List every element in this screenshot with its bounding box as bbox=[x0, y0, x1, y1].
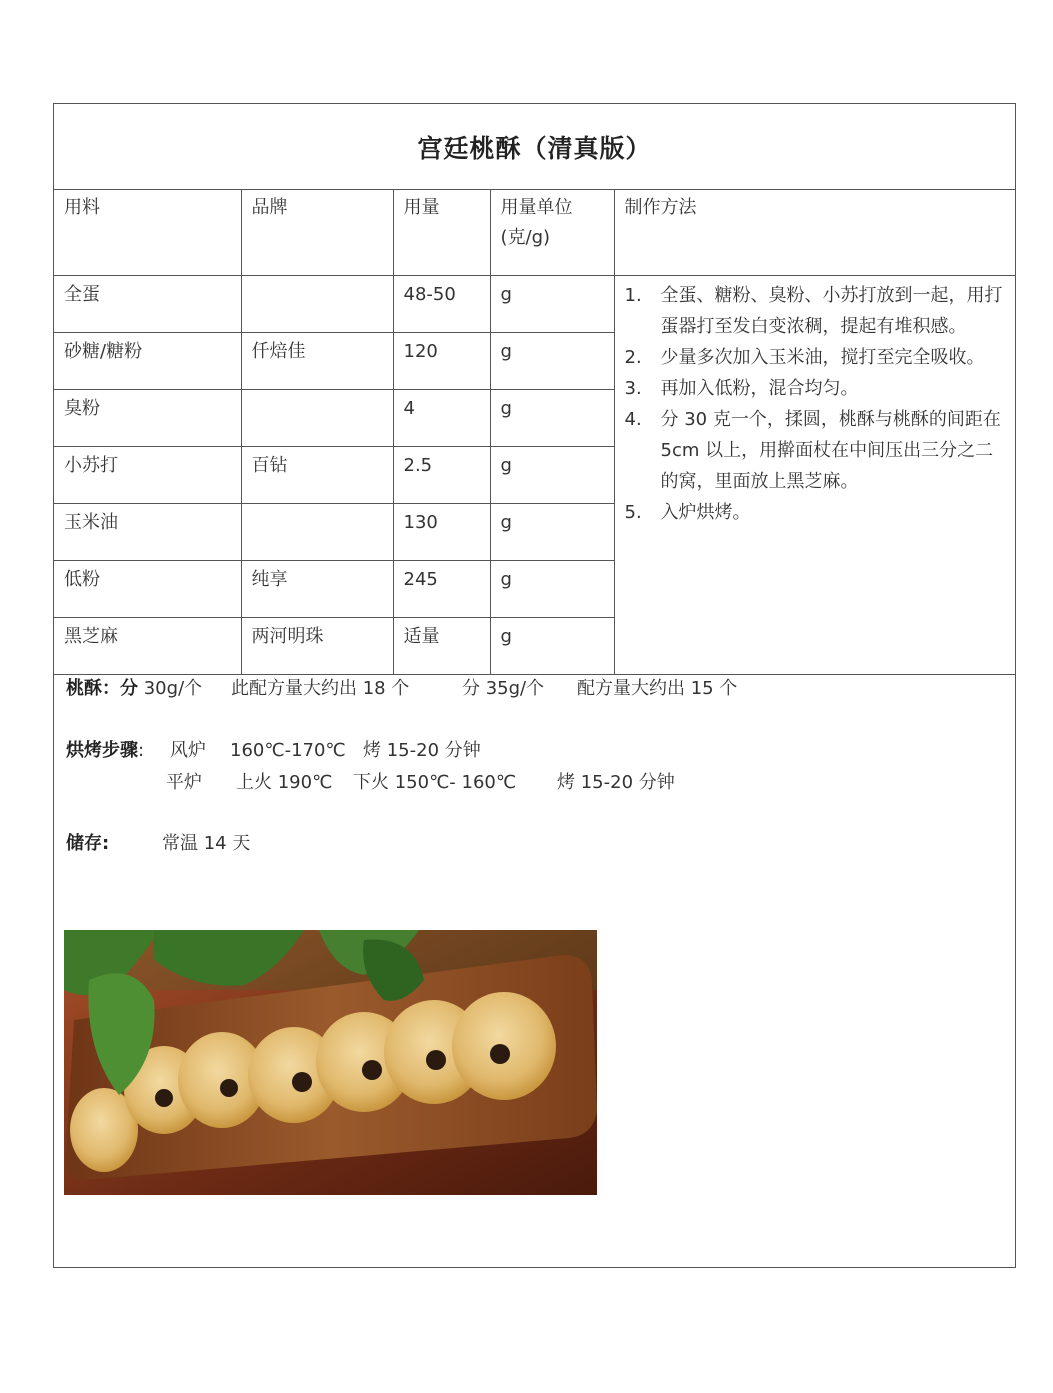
oven2-bottom-heat: 下火 150℃- 160℃ bbox=[353, 772, 517, 793]
cell-unit: g bbox=[490, 446, 614, 503]
yield-30g-count: 此配方量大约出 18 个 bbox=[231, 678, 410, 699]
cell-unit: g bbox=[490, 332, 614, 389]
step-number: 3. bbox=[624, 377, 642, 399]
cell-ingredient: 黑芝麻 bbox=[54, 617, 241, 674]
oven1-temp: 160℃-170℃ bbox=[230, 740, 346, 761]
cell-ingredient: 低粉 bbox=[54, 560, 241, 617]
method-step bbox=[625, 280, 1008, 342]
step-text: 分 30 克一个，揉圆，桃酥与桃酥的间距在 5cm 以上，用擀面杖在中间压出三分之二的窝，里面放上黑芝麻。 bbox=[660, 408, 1001, 492]
header-amount: 用量 bbox=[393, 189, 490, 275]
cell-amount: 120 bbox=[393, 332, 490, 389]
cell-ingredient: 臭粉 bbox=[54, 389, 241, 446]
sesame-topping bbox=[490, 1044, 510, 1064]
cell-brand bbox=[241, 389, 393, 446]
method-step bbox=[625, 342, 1008, 373]
cell-ingredient: 砂糖/糖粉 bbox=[54, 332, 241, 389]
cell-unit: g bbox=[490, 617, 614, 674]
cell-unit: g bbox=[490, 503, 614, 560]
yield-label: 桃酥：分 bbox=[66, 678, 138, 699]
cell-amount: 245 bbox=[393, 560, 490, 617]
cell-brand: 纯享 bbox=[241, 560, 393, 617]
title-row bbox=[54, 104, 1015, 190]
header-method: 制作方法 bbox=[614, 189, 1015, 275]
yield-35g: 分 35g/个 bbox=[462, 678, 545, 699]
table-header-row bbox=[54, 189, 1015, 275]
page-title: 宫廷桃酥（清真版） bbox=[417, 133, 652, 163]
header-unit bbox=[490, 189, 614, 275]
table-row bbox=[54, 275, 1015, 332]
step-number: 4. bbox=[624, 408, 642, 430]
header-unit-line1: 用量单位 bbox=[500, 197, 573, 218]
method-cell bbox=[614, 275, 1015, 674]
header-ingredient: 用料 bbox=[54, 189, 241, 275]
cell-unit: g bbox=[490, 389, 614, 446]
cell-unit: g bbox=[490, 560, 614, 617]
step-text: 入炉烘烤。 bbox=[660, 501, 751, 523]
sesame-topping bbox=[292, 1072, 312, 1092]
cell-ingredient: 玉米油 bbox=[54, 503, 241, 560]
step-text: 全蛋、糖粉、臭粉、小苏打放到一起，用打蛋器打至发白变浓稠，提起有堆积感。 bbox=[660, 284, 1003, 337]
sesame-topping bbox=[155, 1089, 173, 1107]
yield-30g: 30g/个 bbox=[143, 678, 203, 699]
storage-label-wrap bbox=[66, 829, 109, 859]
yield-line bbox=[66, 674, 202, 704]
method-list bbox=[625, 280, 1008, 528]
method-step bbox=[625, 373, 1008, 404]
sesame-topping bbox=[220, 1079, 238, 1097]
ingredient-table bbox=[54, 189, 1015, 675]
bake-heading bbox=[66, 736, 144, 766]
cell-ingredient: 小苏打 bbox=[54, 446, 241, 503]
cell-ingredient: 全蛋 bbox=[54, 275, 241, 332]
header-brand: 品牌 bbox=[241, 189, 393, 275]
cell-amount: 2.5 bbox=[393, 446, 490, 503]
oven2-name: 平炉 bbox=[166, 772, 202, 793]
cell-unit: g bbox=[490, 275, 614, 332]
storage-label: 储存: bbox=[66, 833, 110, 854]
oven1-name: 风炉 bbox=[170, 740, 206, 761]
oven2-time: 烤 15-20 分钟 bbox=[557, 772, 675, 793]
method-step bbox=[625, 404, 1008, 497]
cell-amount: 适量 bbox=[393, 617, 490, 674]
step-text: 再加入低粉，混合均匀。 bbox=[660, 377, 859, 399]
cell-brand bbox=[241, 275, 393, 332]
recipe-sheet bbox=[53, 103, 1016, 1268]
cell-brand: 两河明珠 bbox=[241, 617, 393, 674]
cell-brand: 仟焙佳 bbox=[241, 332, 393, 389]
taosu-photo-illustration bbox=[64, 930, 597, 1195]
oven1-time: 烤 15-20 分钟 bbox=[363, 740, 481, 761]
step-number: 1. bbox=[624, 284, 642, 306]
sesame-topping bbox=[362, 1060, 382, 1080]
oven2-top-heat: 上火 190℃ bbox=[236, 772, 333, 793]
cell-amount: 48-50 bbox=[393, 275, 490, 332]
storage-value: 常温 14 天 bbox=[162, 833, 251, 854]
method-step bbox=[625, 497, 1008, 528]
bake-label: 烘烤步骤 bbox=[66, 740, 138, 761]
sesame-topping bbox=[426, 1050, 446, 1070]
taosu-photo bbox=[64, 930, 597, 1195]
cell-brand: 百钻 bbox=[241, 446, 393, 503]
step-text: 少量多次加入玉米油，搅打至完全吸收。 bbox=[660, 346, 985, 368]
bake-colon: : bbox=[138, 740, 145, 761]
header-unit-line2: (克/g) bbox=[500, 227, 551, 248]
step-number: 5. bbox=[624, 501, 642, 523]
cell-amount: 130 bbox=[393, 503, 490, 560]
step-number: 2. bbox=[624, 346, 642, 368]
yield-35g-count: 配方量大约出 15 个 bbox=[577, 678, 738, 699]
cell-brand bbox=[241, 503, 393, 560]
cell-amount: 4 bbox=[393, 389, 490, 446]
